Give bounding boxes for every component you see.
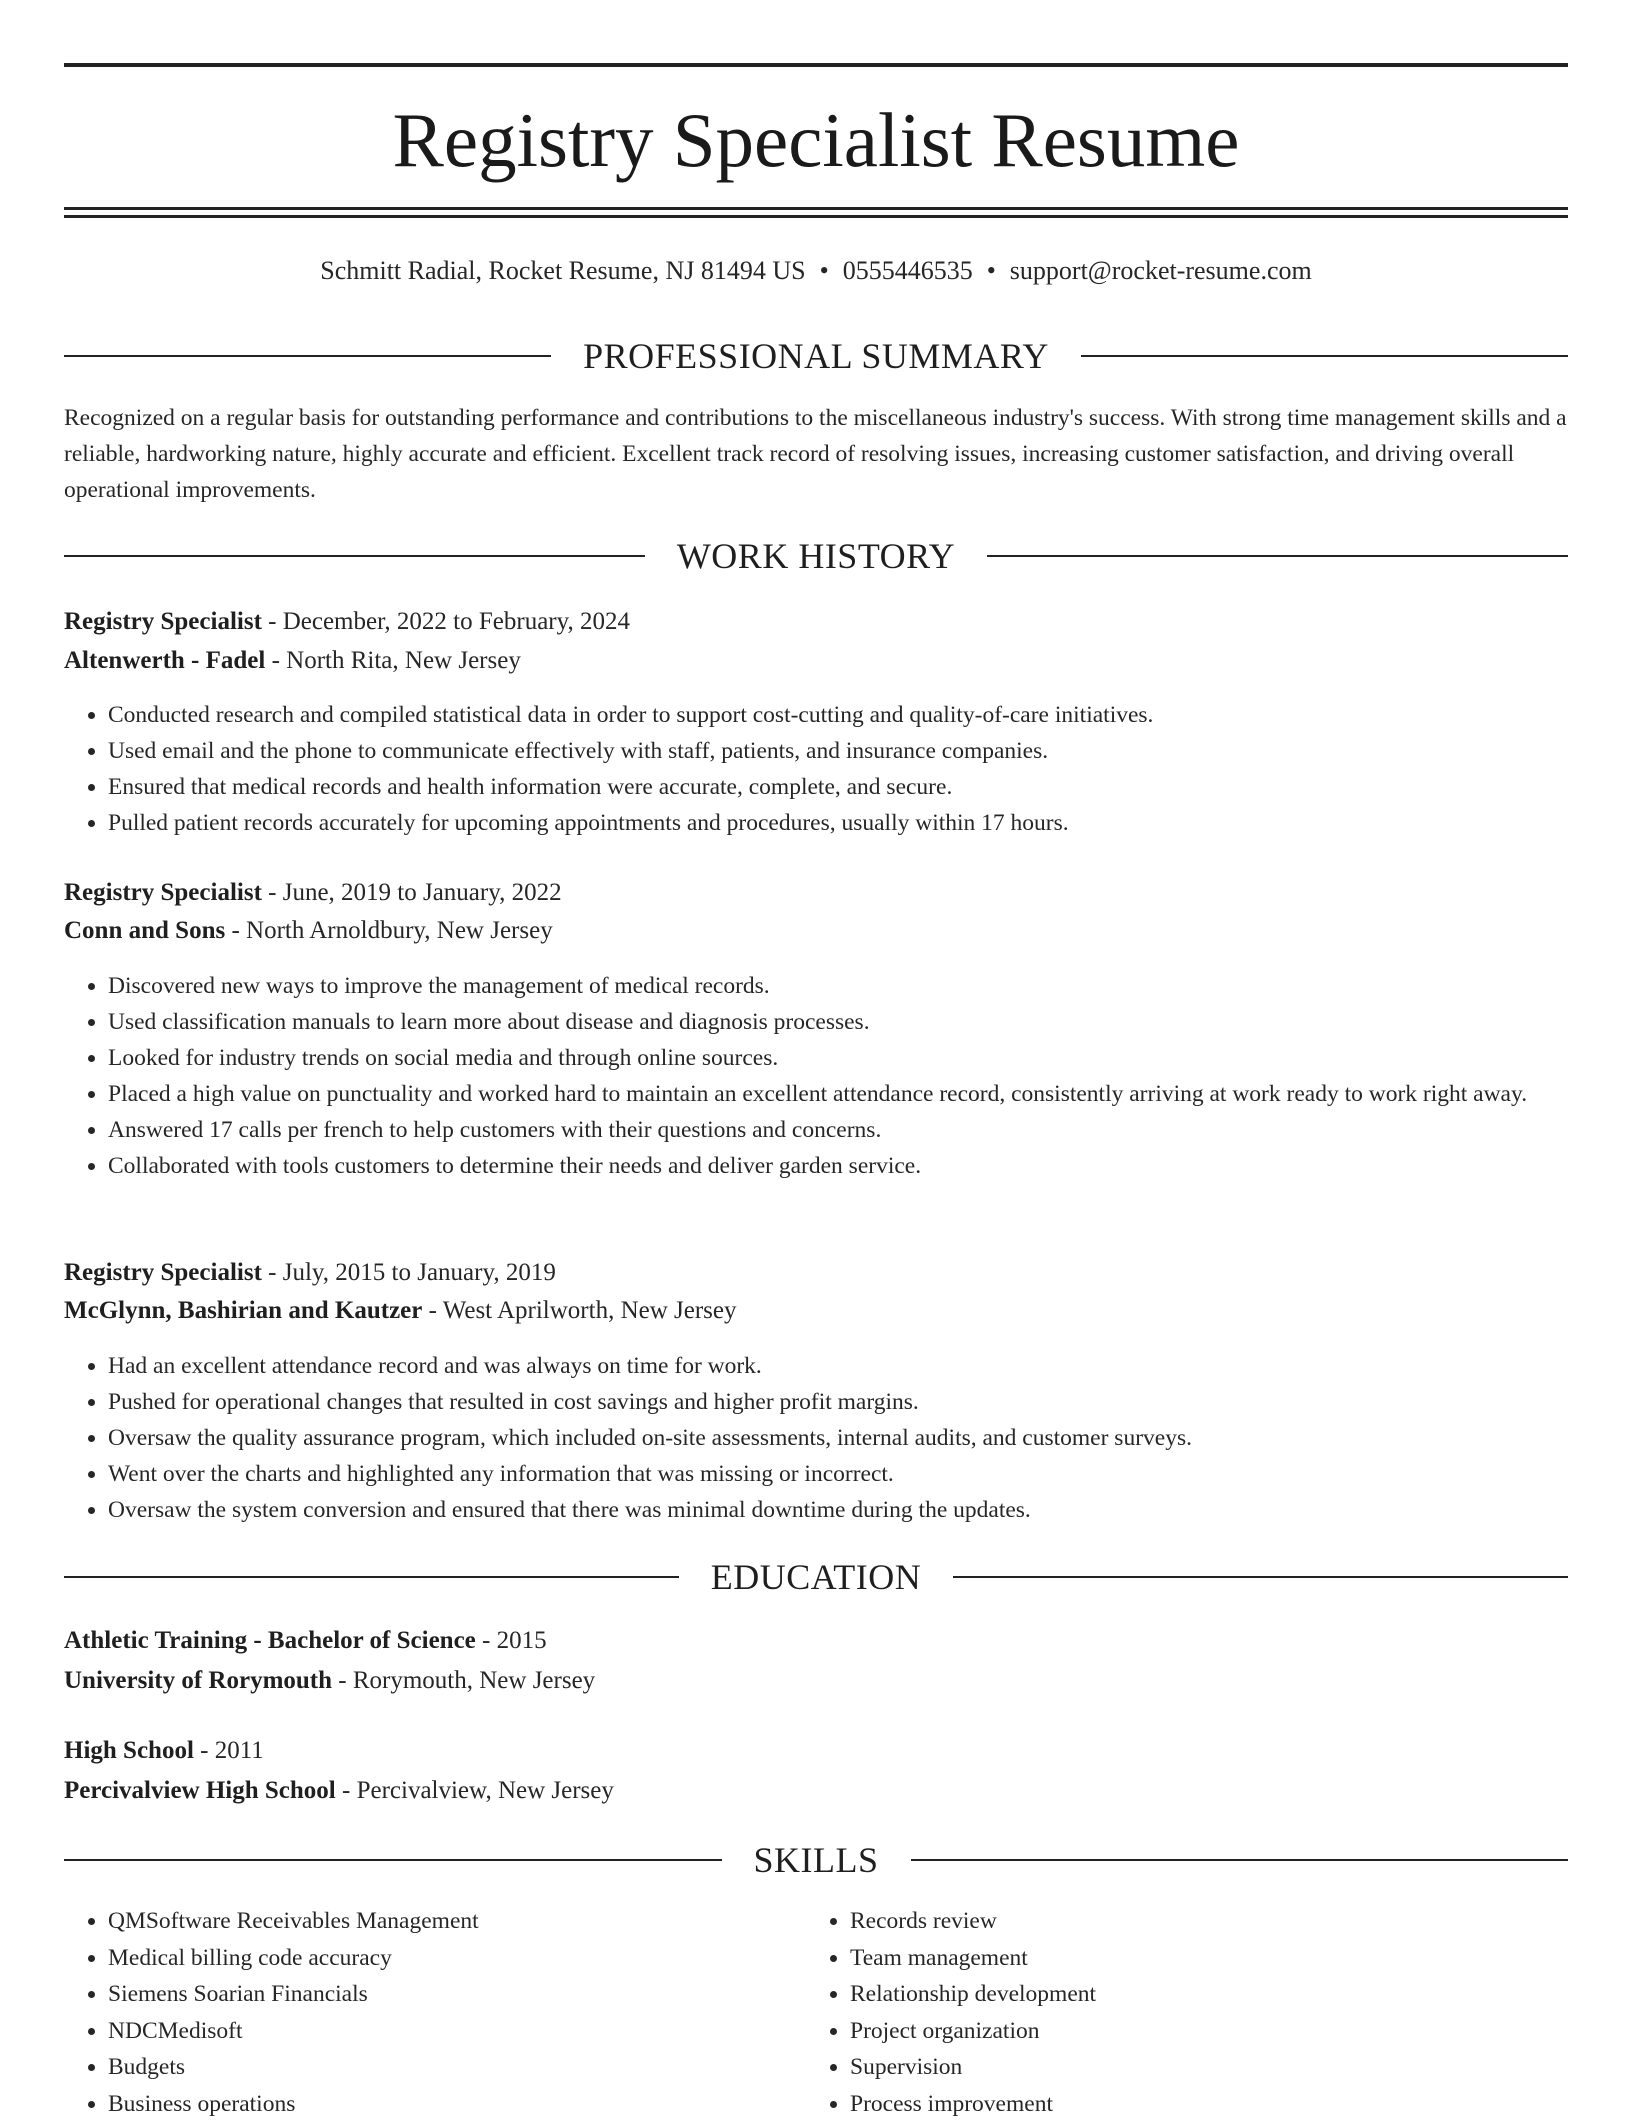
education-degree: Athletic Training - Bachelor of Science: [64, 1627, 476, 1654]
list-item: • Siemens Soarian Financials: [108, 1976, 808, 2013]
job-company-line: [64, 1294, 1568, 1328]
list-item: • Went over the charts and highlighted any information that was missing or incorrect.: [108, 1456, 1568, 1492]
list-item: • Placed a high value on punctuality and worked hard to maintain an excellent attendance record, consistently arriving at work ready to work right away.: [108, 1076, 1568, 1112]
summary-heading: [64, 334, 1568, 378]
job-company: McGlynn, Bashirian and Kautzer: [64, 1297, 422, 1324]
job-dates: - December, 2022 to February, 2024: [262, 608, 630, 635]
list-item: • Relationship development: [850, 1976, 1550, 2013]
job-title-line: [64, 876, 1568, 910]
list-item: • Budgets: [108, 2049, 808, 2086]
education-school: Percivalview High School: [64, 1777, 336, 1804]
education-school-line: [64, 1774, 1568, 1808]
education-degree-line: [64, 1734, 1568, 1768]
education-location: - Percivalview, New Jersey: [336, 1777, 614, 1804]
list-item: • Conducted research and compiled statistical data in order to support cost-cutting and quality-of-care initiatives.: [108, 697, 1568, 733]
contact-email: support@rocket-resume.com: [1010, 256, 1312, 285]
contact-separator: •: [820, 256, 829, 285]
job-bullets: [64, 968, 1568, 1184]
list-item: • Answered 17 calls per french to help customers with their questions and concerns.: [108, 1112, 1568, 1148]
education-school-line: [64, 1664, 1568, 1698]
job-location: - North Rita, New Jersey: [265, 647, 521, 674]
list-item: • Oversaw the system conversion and ensured that there was minimal downtime during the updates.: [108, 1492, 1568, 1528]
list-item: • Pushed for operational changes that resulted in cost savings and higher profit margins.: [108, 1384, 1568, 1420]
list-item: • Collaborated with tools customers to determine their needs and deliver garden service.: [108, 1148, 1568, 1184]
heading-rule: [64, 1859, 722, 1861]
list-item: • Had an excellent attendance record and was always on time for work.: [108, 1348, 1568, 1384]
title-double-rule: [64, 207, 1568, 218]
job-company: Altenwerth - Fadel: [64, 647, 265, 674]
education-school: University of Rorymouth: [64, 1667, 332, 1694]
list-item: • QMSoftware Receivables Management: [108, 1903, 808, 1940]
job-bullets: [64, 1348, 1568, 1528]
skills-heading: [64, 1838, 1568, 1882]
job-title: Registry Specialist: [64, 1259, 262, 1286]
list-item: • Medical billing code accuracy: [108, 1940, 808, 1977]
education-degree: High School: [64, 1737, 194, 1764]
job-title: Registry Specialist: [64, 608, 262, 635]
job-title-line: [64, 605, 1568, 639]
summary-text: Recognized on a regular basis for outstanding performance and contributions to the miscellaneous industry's success. With strong time management skills and a reliable, hardworking nature, highly accurate and efficient. Excellent track record of resolving issues, increasing customer satisfaction, and driving overall operational improvements.: [64, 400, 1568, 508]
list-item: • NDCMedisoft: [108, 2013, 808, 2050]
contact-line: [64, 254, 1568, 288]
job-location: - North Arnoldbury, New Jersey: [225, 917, 552, 944]
contact-separator: •: [987, 256, 996, 285]
skills-list-right: [806, 1903, 1550, 2122]
skills-list-left: [64, 1903, 808, 2122]
heading-rule: [987, 555, 1568, 557]
job-bullets: [64, 697, 1568, 841]
list-item: • Oversaw the quality assurance program, which included on-site assessments, internal audits, and customer surveys.: [108, 1420, 1568, 1456]
education-year: - 2015: [476, 1627, 547, 1654]
heading-rule: [953, 1576, 1568, 1578]
job-title: Registry Specialist: [64, 879, 262, 906]
list-item: • Business operations: [108, 2086, 808, 2122]
heading-rule: [64, 355, 551, 357]
list-item: • Looked for industry trends on social media and through online sources.: [108, 1040, 1568, 1076]
education-year: - 2011: [194, 1737, 264, 1764]
job-dates: - June, 2019 to January, 2022: [262, 879, 562, 906]
contact-address: Schmitt Radial, Rocket Resume, NJ 81494 US: [320, 256, 805, 285]
heading-rule: [1081, 355, 1568, 357]
list-item: • Pulled patient records accurately for upcoming appointments and procedures, usually within 17 hours.: [108, 805, 1568, 841]
top-rule: [64, 63, 1568, 67]
education-heading: [64, 1555, 1568, 1599]
job-location: - West Aprilworth, New Jersey: [422, 1297, 736, 1324]
job-company: Conn and Sons: [64, 917, 225, 944]
job-title-line: [64, 1256, 1568, 1290]
list-item: • Project organization: [850, 2013, 1550, 2050]
work-history-heading: [64, 534, 1568, 578]
education-degree-line: [64, 1624, 1568, 1658]
job-dates: - July, 2015 to January, 2019: [262, 1259, 556, 1286]
contact-phone: 0555446535: [843, 256, 973, 285]
list-item: • Ensured that medical records and health information were accurate, complete, and secure.: [108, 769, 1568, 805]
list-item: • Records review: [850, 1903, 1550, 1940]
list-item: • Used email and the phone to communicate effectively with staff, patients, and insurance companies.: [108, 733, 1568, 769]
heading-rule: [64, 555, 645, 557]
section-title: EDUCATION: [679, 1555, 953, 1599]
list-item: • Supervision: [850, 2049, 1550, 2086]
heading-rule: [64, 1576, 679, 1578]
list-item: • Team management: [850, 1940, 1550, 1977]
list-item: • Used classification manuals to learn more about disease and diagnosis processes.: [108, 1004, 1568, 1040]
page-title: Registry Specialist Resume: [64, 92, 1568, 188]
section-title: SKILLS: [722, 1838, 911, 1882]
list-item: • Process improvement: [850, 2086, 1550, 2122]
section-title: WORK HISTORY: [645, 534, 987, 578]
job-company-line: [64, 644, 1568, 678]
heading-rule: [911, 1859, 1569, 1861]
education-location: - Rorymouth, New Jersey: [332, 1667, 595, 1694]
job-company-line: [64, 914, 1568, 948]
section-title: PROFESSIONAL SUMMARY: [551, 334, 1081, 378]
list-item: • Discovered new ways to improve the management of medical records.: [108, 968, 1568, 1004]
